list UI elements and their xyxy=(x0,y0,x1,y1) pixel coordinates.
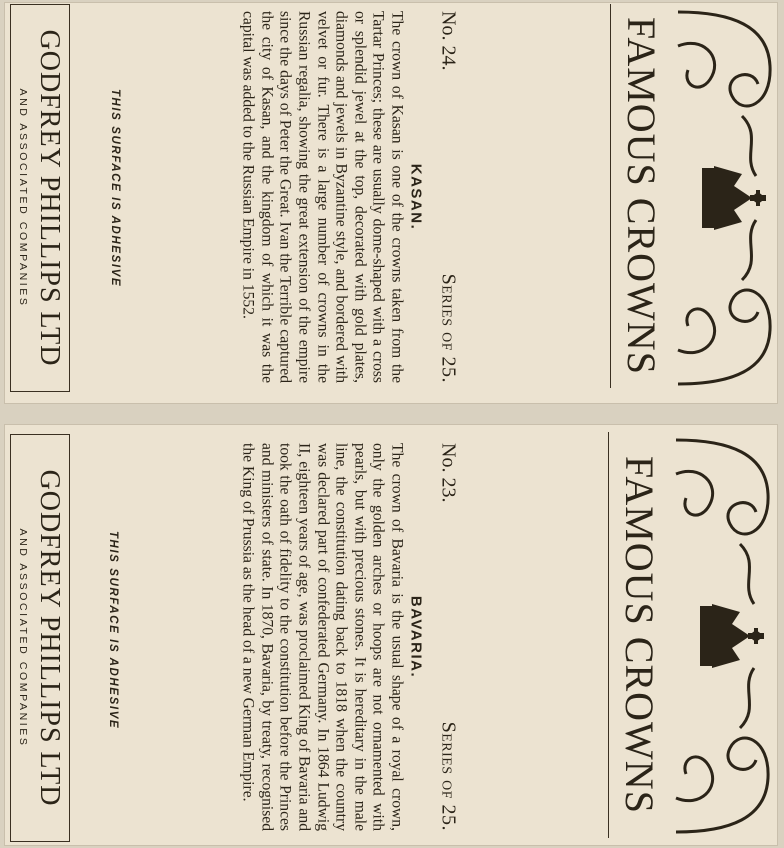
crown-icon xyxy=(700,604,764,668)
crown-name: BAVARIA. xyxy=(407,595,425,679)
scroll-ornament-icon xyxy=(670,434,774,838)
cigarette-card-bavaria xyxy=(4,424,778,846)
brand-panel xyxy=(10,434,70,842)
series-label: Series of 25. xyxy=(437,721,460,831)
brand-subtitle: AND ASSOCIATED COMPANIES xyxy=(17,528,29,748)
brand-name: GODFREY PHILLIPS LTD xyxy=(34,469,65,807)
adhesive-notice: THIS SURFACE IS ADHESIVE xyxy=(109,88,122,288)
card-title: FAMOUS CROWNS xyxy=(617,456,662,814)
cigarette-card-kasan xyxy=(4,2,778,404)
adhesive-notice: THIS SURFACE IS ADHESIVE xyxy=(107,530,120,730)
brand-subtitle: AND ASSOCIATED COMPANIES xyxy=(17,88,29,308)
card-number-row xyxy=(437,11,460,383)
brand-panel xyxy=(10,4,70,392)
card-number: No. 23. xyxy=(437,443,460,503)
title-panel xyxy=(610,4,671,388)
card-number-row xyxy=(437,443,460,831)
crown-description: The crown of Kasan is one of the crowns taken from the Tartar Princes; these are usually dome-shaped with a cross or splendid jewel at the top, decorated with gold plates, diamonds and jewels in Byzantine style, and bordered with velvet or fur. There is a large number of crowns in the Russian regalia, showing the great extension of the empire since the days of Peter the Great. Ivan the Terrible captured the city of Kasan, and the kingdom of which it was the capital was added to the Russian Empire in 1552. xyxy=(239,11,406,383)
series-label: Series of 25. xyxy=(437,273,460,383)
card-number: No. 24. xyxy=(437,11,460,71)
brand-name: GODFREY PHILLIPS LTD xyxy=(34,29,65,367)
card-title: FAMOUS CROWNS xyxy=(619,17,664,375)
crown-name: KASAN. xyxy=(407,163,425,231)
crown-description: The crown of Bavaria is the usual shape of a royal crown, only the golden arches or hoops are not ornamented with pearls, but with precious stones. It is hereditary in the male line, the constitution dating back to 1818 when the country was declared part of confederated Germany. In 1864 Ludwig II, eighteen years of age, was proclaimed King of Bavaria and took the oath of fidelity to the constitution before the Princes and ministers of state. In 1870, Bavaria, by treaty, recognised the King of Prussia as the head of a new German Empire. xyxy=(239,443,406,831)
description-panel xyxy=(106,434,592,840)
title-panel xyxy=(608,432,669,838)
description-panel xyxy=(106,4,592,390)
scroll-ornament-icon xyxy=(672,6,776,390)
